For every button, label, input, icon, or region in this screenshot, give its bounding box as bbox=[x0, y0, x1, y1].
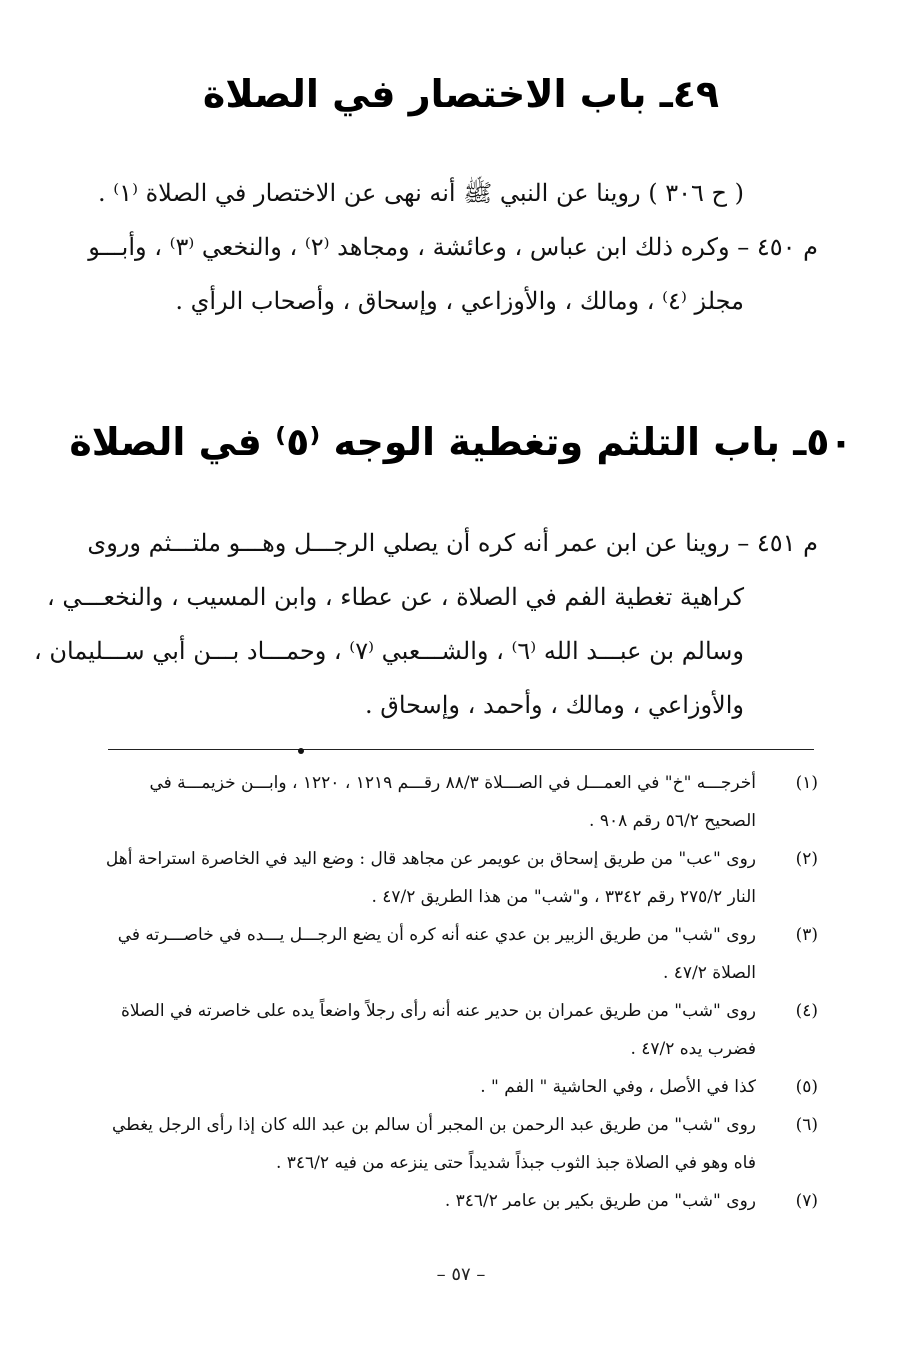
footnote-text: أخرجـــه "خ" في العمـــل في الصـــلاة ٨٨/٣ رقـــم ١٢١٩ ، ١٢٢٠ ، وابـــن خزيمـــة في الصحيح ٥٦/٢ رقم ٩٠٨ . bbox=[149, 773, 756, 831]
page-number: – ٥٧ – bbox=[436, 1264, 486, 1285]
footnote-text: روى "شب" من طريق عبد الرحمن بن المجبر أن سالم بن عبد الله كان إذا رأى الرجل يغطي فاه وهو في الصلاة جبذ الثوب جبذاً شديداً حتى ينزعه من فيه ٣٤٦/٢ . bbox=[111, 1115, 756, 1173]
footnote-5 bbox=[100, 1068, 818, 1106]
footnote-text: كذا في الأصل ، وفي الحاشية " الفم " . bbox=[480, 1077, 756, 1097]
footnote-7 bbox=[100, 1182, 818, 1220]
chapter-49-body bbox=[88, 166, 818, 328]
footnote-text: روى "شب" من طريق بكير بن عامر ٣٤٦/٢ . bbox=[444, 1191, 756, 1211]
athar-451-line-1: م ٤٥١ – روينا عن ابن عمر أنه كره أن يصلي الرجـــل وهـــو ملتـــثم وروى bbox=[87, 529, 818, 557]
footnote-1 bbox=[100, 764, 818, 840]
chapter-heading-50: ٥٠ـ باب التلثم وتغطية الوجه ⁽٥⁾ في الصلاة bbox=[69, 420, 853, 464]
footnote-number: (٣) bbox=[795, 925, 818, 945]
athar-451-line-3: وسالم بن عبـــد الله ⁽٦⁾ ، والشـــعبي ⁽٧⁾ ، وحمـــاد بـــن أبي ســـليمان ، bbox=[34, 637, 744, 665]
footnote-text: روى "عب" من طريق إسحاق بن عويمر عن مجاهد قال : وضع اليد في الخاصرة استراحة أهل النار ٢٧٥/٢ رقم ٣٣٤٢ ، و"شب" من هذا الطريق ٤٧/٢ . bbox=[105, 849, 756, 907]
footnotes bbox=[100, 764, 818, 1220]
chapter-heading-49: ٤٩ـ باب الاختصار في الصلاة bbox=[202, 72, 720, 116]
footnote-number: (٧) bbox=[795, 1191, 818, 1211]
footnote-number: (٦) bbox=[795, 1115, 818, 1135]
athar-451-line-4: والأوزاعي ، ومالك ، وأحمد ، وإسحاق . bbox=[364, 691, 744, 719]
print-speck bbox=[298, 748, 304, 754]
footnote-2 bbox=[100, 840, 818, 916]
footnote-number: (٤) bbox=[795, 1001, 818, 1021]
footnote-number: (١) bbox=[795, 773, 818, 793]
footnote-text: روى "شب" من طريق عمران بن حدير عنه أنه رأى رجلاً واضعاً يده على خاصرته في الصلاة فضرب يده ٤٧/٢ . bbox=[120, 1001, 756, 1059]
footnote-4 bbox=[100, 992, 818, 1068]
footnote-separator bbox=[108, 749, 814, 750]
footnote-number: (٥) bbox=[795, 1077, 818, 1097]
chapter-50-body bbox=[34, 516, 818, 732]
hadith-306-line: ( ح ٣٠٦ ) روينا عن النبي ﷺ أنه نهى عن الاختصار في الصلاة ⁽١⁾ . bbox=[98, 179, 744, 207]
athar-451-line-2: كراهية تغطية الفم في الصلاة ، عن عطاء ، وابن المسيب ، والنخعـــي ، bbox=[46, 583, 744, 611]
footnote-3 bbox=[100, 916, 818, 992]
athar-450-line-2: مجلز ⁽٤⁾ ، ومالك ، والأوزاعي ، وإسحاق ، وأصحاب الرأي . bbox=[175, 287, 744, 315]
footnote-number: (٢) bbox=[795, 849, 818, 869]
athar-450-line-1: م ٤٥٠ – وكره ذلك ابن عباس ، وعائشة ، ومجاهد ⁽٢⁾ ، والنخعي ⁽٣⁾ ، وأبـــو bbox=[88, 233, 818, 261]
footnote-6 bbox=[100, 1106, 818, 1182]
footnote-text: روى "شب" من طريق الزبير بن عدي عنه أنه كره أن يضع الرجـــل يـــده في خاصـــرته في الصلاة ٤٧/٢ . bbox=[117, 925, 756, 983]
